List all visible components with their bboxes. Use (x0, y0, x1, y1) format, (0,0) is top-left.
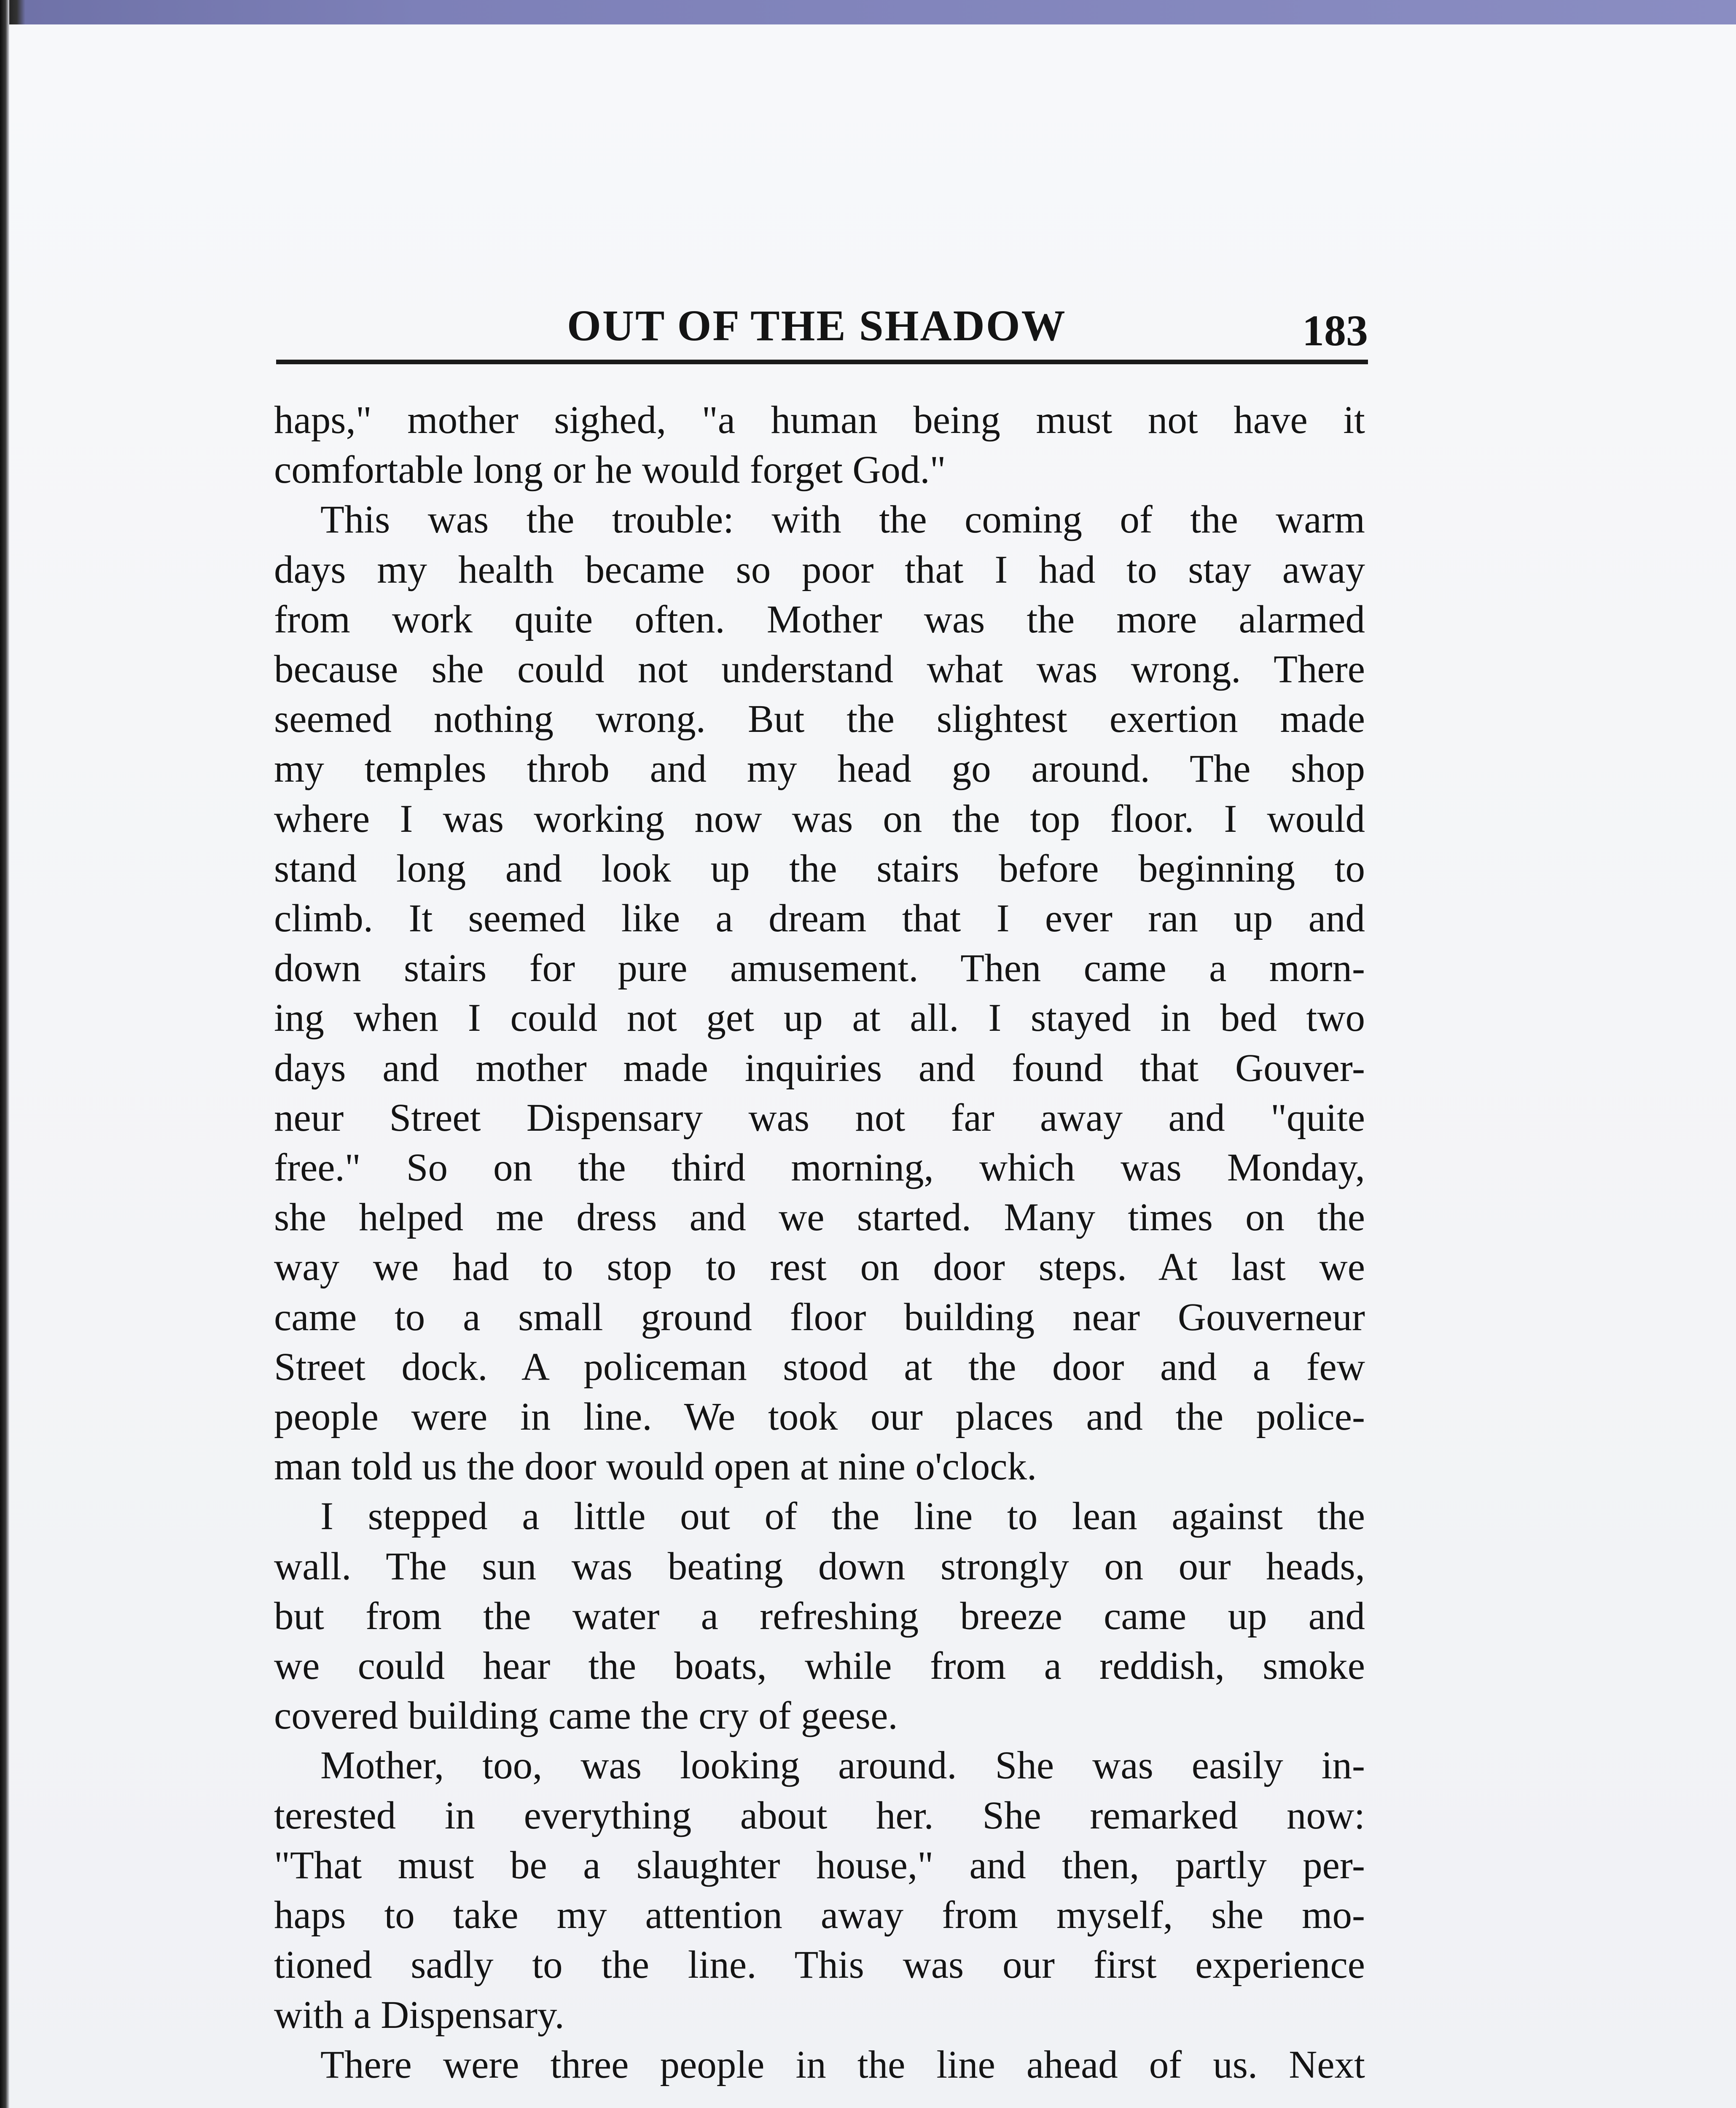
text-line: people were in line. We took our places and the police- (274, 1395, 1365, 1439)
text-line: covered building came the cry of geese. (274, 1694, 898, 1738)
text-line: where I was working now was on the top floor. I would (274, 797, 1365, 841)
text-line: days and mother made inquiries and found that Gouver- (274, 1046, 1365, 1090)
running-head-title: OUT OF THE SHADOW (567, 301, 1067, 350)
text-line: neur Street Dispensary was not far away and "quite (274, 1096, 1365, 1140)
text-line: down stairs for pure amusement. Then came a morn- (274, 946, 1365, 990)
running-head (276, 298, 1368, 362)
text-line: from work quite often. Mother was the more alarmed (274, 597, 1365, 641)
text-line: tioned sadly to the line. This was our first experience (274, 1943, 1365, 1987)
text-line: she helped me dress and we started. Many times on the (274, 1196, 1365, 1240)
text-line: free." So on the third morning, which was Monday, (274, 1146, 1365, 1190)
text-line: we could hear the boats, while from a reddish, smoke (274, 1644, 1365, 1688)
header-rule (276, 360, 1368, 364)
text-line: man told us the door would open at nine o'clock. (274, 1445, 1037, 1489)
text-line: "That must be a slaughter house," and then, partly per- (274, 1843, 1365, 1887)
text-line: haps to take my attention away from myself, she mo- (274, 1893, 1365, 1937)
scanner-top-edge (0, 0, 1736, 24)
text-line: because she could not understand what was wrong. There (274, 648, 1365, 691)
text-line: but from the water a refreshing breeze came up and (274, 1594, 1365, 1638)
text-line: climb. It seemed like a dream that I ever ran up and (274, 897, 1365, 941)
text-line: ing when I could not get up at all. I stayed in bed two (274, 996, 1365, 1040)
page-number: 183 (1302, 307, 1368, 355)
text-line: Street dock. A policeman stood at the door and a few (274, 1345, 1365, 1389)
text-line: came to a small ground floor building near Gouverneur (274, 1295, 1365, 1339)
text-line: way we had to stop to rest on door steps. At last we (274, 1245, 1365, 1289)
text-line: days my health became so poor that I had to stay away (274, 548, 1365, 592)
text-line: my temples throb and my head go around. The shop (274, 747, 1365, 791)
text-line: Mother, too, was looking around. She was easily in- (320, 1744, 1365, 1788)
text-line: haps," mother sighed, "a human being must not have it (274, 398, 1365, 442)
text-line: This was the trouble: with the coming of the warm (320, 498, 1365, 542)
text-line: wall. The sun was beating down strongly on our heads, (274, 1544, 1365, 1588)
body-text (274, 395, 1365, 2090)
text-line: stand long and look up the stairs before beginning to (274, 847, 1365, 890)
book-binding-edge (0, 0, 9, 2108)
text-line: terested in everything about her. She remarked now: (274, 1793, 1365, 1837)
text-line: seemed nothing wrong. But the slightest exertion made (274, 697, 1365, 741)
text-line: with a Dispensary. (274, 1993, 564, 2037)
text-line: comfortable long or he would forget God." (274, 448, 946, 492)
text-line: There were three people in the line ahead of us. Next (320, 2043, 1365, 2086)
text-line: I stepped a little out of the line to lean against the (320, 1495, 1365, 1538)
